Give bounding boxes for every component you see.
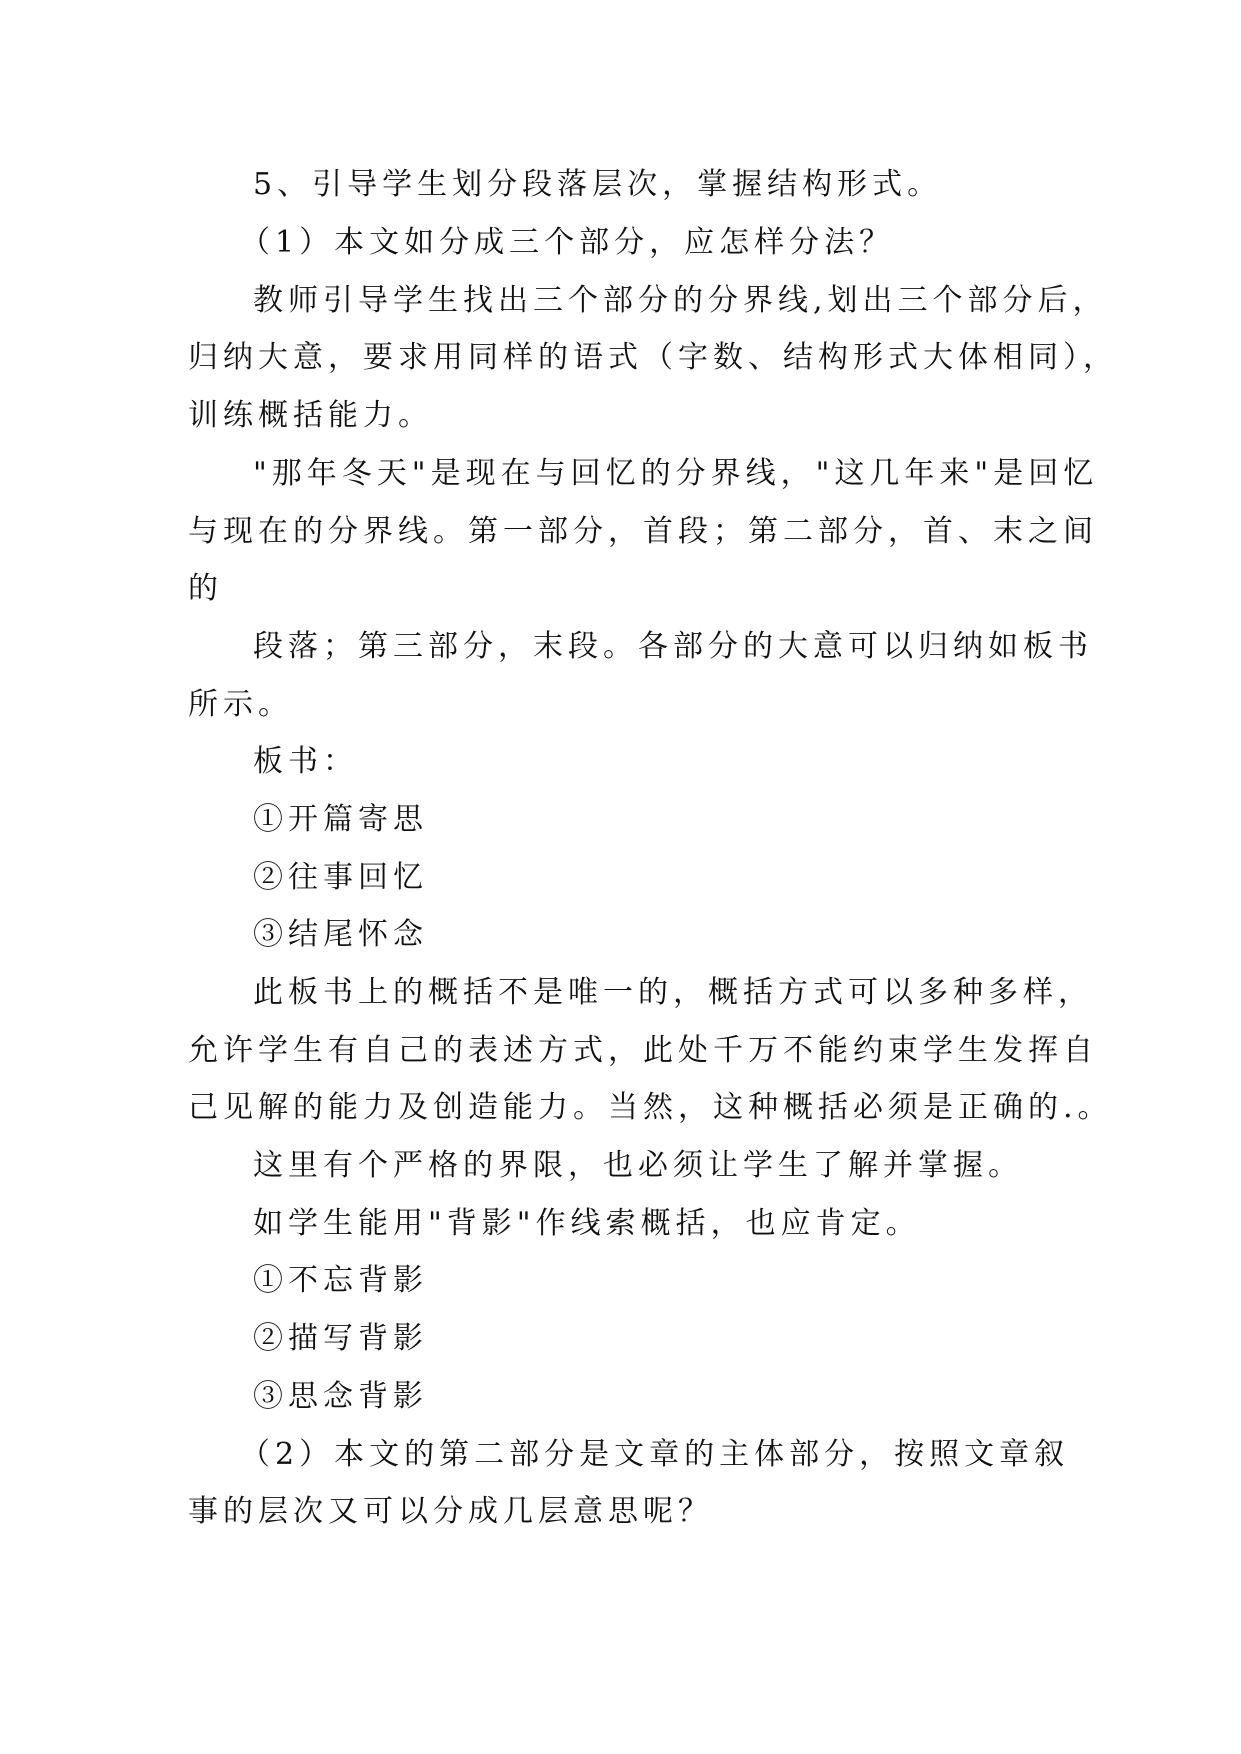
list-item: ③思念背影 — [253, 1379, 428, 1414]
text-line: 己见解的能力及创造能力。当然，这种概括必须是正确的.。 — [188, 1090, 1113, 1125]
text-line: 段落；第三部分，末段。各部分的大意可以归纳如板书 — [253, 629, 1093, 664]
text-line: 此板书上的概括不是唯一的，概括方式可以多种多样， — [253, 975, 1093, 1010]
text-line: 这里有个严格的界限，也必须让学生了解并掌握。 — [253, 1148, 1023, 1183]
text-line: 教师引导学生找出三个部分的分界线,划出三个部分后， — [253, 283, 1108, 318]
list-item: ①开篇寄思 — [253, 802, 428, 837]
text-line: 事的层次又可以分成几层意思呢？ — [188, 1494, 713, 1529]
text-line: 的 — [188, 571, 223, 606]
text-line: （2）本文的第二部分是文章的主体部分，按照文章叙 — [240, 1437, 1070, 1472]
text-line: 与现在的分界线。第一部分，首段；第二部分，首、末之间 — [188, 514, 1098, 549]
text-line: 归纳大意，要求用同样的语式（字数、结构形式大体相同）， — [188, 340, 1118, 375]
text-line: （1）本文如分成三个部分，应怎样分法？ — [240, 225, 895, 260]
text-line: 5、引导学生划分段落层次，掌握结构形式。 — [253, 167, 943, 202]
list-item: ②往事回忆 — [253, 860, 428, 895]
text-line: 允许学生有自己的表述方式，此处千万不能约束学生发挥自 — [188, 1033, 1098, 1068]
list-item: ①不忘背影 — [253, 1263, 428, 1298]
text-line: 板书： — [253, 744, 358, 779]
list-item: ②描写背影 — [253, 1321, 428, 1356]
text-line: 训练概括能力。 — [188, 398, 433, 433]
text-line: 所示。 — [188, 687, 293, 722]
list-item: ③结尾怀念 — [253, 917, 428, 952]
text-line: 如学生能用"背影"作线索概括，也应肯定。 — [253, 1206, 921, 1241]
text-line: "那年冬天"是现在与回忆的分界线，"这几年来"是回忆 — [253, 456, 1099, 491]
